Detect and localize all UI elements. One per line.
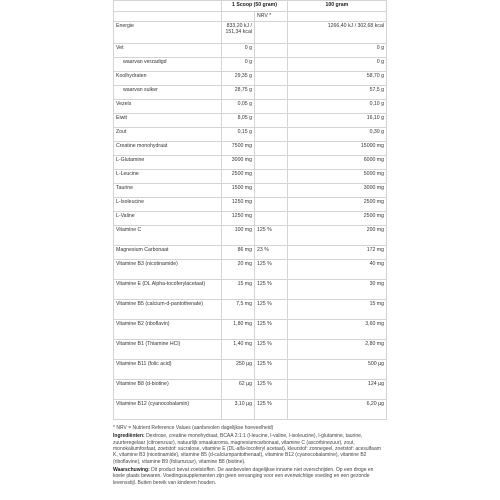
value-per-scoop: 15 mg <box>222 280 255 300</box>
nrv-percent <box>255 86 288 100</box>
value-per-100g: 6000 mg <box>287 156 386 170</box>
value-per-scoop: 7500 mg <box>222 142 255 156</box>
value-per-100g: 5000 mg <box>287 170 386 184</box>
nutrient-name: Taurine <box>114 184 222 198</box>
nrv-percent: 125 % <box>255 360 288 380</box>
table-row <box>114 128 387 142</box>
nrv-percent <box>255 170 288 184</box>
warning-text: Dit product bevat zoetstoffen. De aanbevolen dagelijkse inname niet overschrijden. Op een droge en koele plaats bewaren. Voedingssupplementen zijn geen vervanging voor een evenwichtige voeding en een gezonde levensstijl. Buiten bereik van kinderen houden. <box>113 467 374 486</box>
nrv-percent <box>255 198 288 212</box>
value-per-scoop: 0 g <box>222 58 255 72</box>
table-row <box>114 100 387 114</box>
value-per-100g: 0 g <box>287 58 386 72</box>
table-row <box>114 184 387 198</box>
table-row <box>114 226 387 246</box>
value-per-100g: 0,10 g <box>287 100 386 114</box>
nrv-header-row <box>114 12 387 22</box>
nrv-percent <box>255 114 288 128</box>
nrv-percent: 125 % <box>255 260 288 280</box>
nrv-empty-cell <box>114 12 222 22</box>
value-per-scoop: 3000 mg <box>222 156 255 170</box>
table-row <box>114 400 387 420</box>
value-per-scoop: 20 mg <box>222 260 255 280</box>
value-per-scoop: 2500 mg <box>222 170 255 184</box>
value-per-scoop: 8,05 g <box>222 114 255 128</box>
table-row <box>114 280 387 300</box>
table-row <box>114 72 387 86</box>
value-per-scoop: 28,75 g <box>222 86 255 100</box>
nrv-empty-cell <box>287 12 386 22</box>
nrv-percent <box>255 22 288 44</box>
nutrient-name: Vitamine B12 (cyanocobalamin) <box>114 400 222 420</box>
warning-label: Waarschuwing: <box>113 467 150 474</box>
nrv-percent <box>255 142 288 156</box>
table-row <box>114 246 387 260</box>
nutrient-name: Vitamine B11 (folic acid) <box>114 360 222 380</box>
value-per-100g: 57,5 g <box>287 86 386 100</box>
nutrient-name: Vitamine B2 (riboflavin) <box>114 320 222 340</box>
label-notes <box>113 425 385 486</box>
nutrient-name: L-Leucine <box>114 170 222 184</box>
nutrient-name: L-Isoleucine <box>114 198 222 212</box>
table-row <box>114 22 387 44</box>
ingredients-text: Dextrose, creatine monohydraat, BCAA 2:1:1 (l-leucine, l-valine, l-isoleucine), l-glutamine, taurine, zuurteregelaar (citroenzuur), natuurlijk smaakaroma, magnesiumcarbonaat, vitamine C (ascorbinezuur), zout, monokaliumfosfaat, zoetstof: sucralose, vitamine E (DL-alfa-tocoferyl acetaat), kleurstof: zonnegeel, zoetstof: acesulfaam K, vitamine B3 (nicotinamide), vitamine B5 (d-calciumpantothenaat), vitamine B12 (cyanocobalamine), vitamine B2 (riboflavine), vitamine B9 (foliumzuur), vitamine B8 (biotine). <box>113 433 381 465</box>
nrv-label: NRV * <box>255 12 288 22</box>
value-per-scoop: 0,15 g <box>222 128 255 142</box>
table-row <box>114 156 387 170</box>
nrv-footnote: * NRV = Nutrient Reference Values (aanbevolen dagelijkse hoeveelheid) <box>113 425 274 431</box>
nutrient-name: Koolhydraten <box>114 72 222 86</box>
value-per-scoop: 100 mg <box>222 226 255 246</box>
table-row <box>114 198 387 212</box>
nrv-percent <box>255 128 288 142</box>
nrv-percent: 23 % <box>255 246 288 260</box>
value-per-100g: 500 µg <box>287 360 386 380</box>
value-per-100g: 58,70 g <box>287 72 386 86</box>
nrv-percent: 125 % <box>255 380 288 400</box>
value-per-100g: 30 mg <box>287 280 386 300</box>
value-per-100g: 200 mg <box>287 226 386 246</box>
nutrition-table <box>113 0 387 420</box>
header-per-scoop: 1 Scoop (50 gram) <box>222 1 287 12</box>
table-row <box>114 142 387 156</box>
table-row <box>114 340 387 360</box>
nrv-percent: 125 % <box>255 340 288 360</box>
nutrient-name: Vitamine B8 (d-biotine) <box>114 380 222 400</box>
nutrient-name: waarvan suiker <box>114 86 222 100</box>
nutrient-name: L-Glutamine <box>114 156 222 170</box>
value-per-100g: 172 mg <box>287 246 386 260</box>
nutrition-document <box>113 0 387 488</box>
nutrient-name: L-Valine <box>114 212 222 226</box>
value-per-scoop: 250 µg <box>222 360 255 380</box>
value-per-100g: 2,80 mg <box>287 340 386 360</box>
value-per-scoop: 833,20 kJ / 151,34 kcal <box>222 22 255 44</box>
table-row <box>114 58 387 72</box>
nutrient-name: Vet <box>114 44 222 58</box>
value-per-scoop: 29,35 g <box>222 72 255 86</box>
value-per-100g: 3000 mg <box>287 184 386 198</box>
value-per-100g: 124 µg <box>287 380 386 400</box>
value-per-scoop: 7,5 mg <box>222 300 255 320</box>
value-per-100g: 0,30 g <box>287 128 386 142</box>
nutrient-name: Magnesium Carbonaat <box>114 246 222 260</box>
value-per-100g: 15000 mg <box>287 142 386 156</box>
value-per-scoop: 62 µg <box>222 380 255 400</box>
nutrient-name: Eiwit <box>114 114 222 128</box>
value-per-scoop: 3,10 µg <box>222 400 255 420</box>
nrv-percent: 125 % <box>255 226 288 246</box>
nutrient-name: waarvan verzadigd <box>114 58 222 72</box>
table-row <box>114 44 387 58</box>
nrv-percent <box>255 100 288 114</box>
value-per-scoop: 0,05 g <box>222 100 255 114</box>
nrv-percent <box>255 44 288 58</box>
table-row <box>114 380 387 400</box>
value-per-100g: 40 mg <box>287 260 386 280</box>
table-row <box>114 360 387 380</box>
value-per-scoop: 0 g <box>222 44 255 58</box>
value-per-scoop: 1250 mg <box>222 212 255 226</box>
value-per-100g: 15 mg <box>287 300 386 320</box>
table-row <box>114 212 387 226</box>
value-per-100g: 0 g <box>287 44 386 58</box>
nutrient-name: Vezels <box>114 100 222 114</box>
nutrient-name: Vitamine B5 (calcium-d-pantothenate) <box>114 300 222 320</box>
value-per-scoop: 1250 mg <box>222 198 255 212</box>
value-per-100g: 3,60 mg <box>287 320 386 340</box>
nrv-percent <box>255 212 288 226</box>
nutrient-name: Vitamine B1 (Thiamine HCl) <box>114 340 222 360</box>
nutrient-name: Vitamine C <box>114 226 222 246</box>
value-per-100g: 2500 mg <box>287 212 386 226</box>
table-row <box>114 260 387 280</box>
warning-paragraph <box>113 467 385 486</box>
ingredients-label: Ingrediënten: <box>113 433 145 440</box>
nrv-percent <box>255 156 288 170</box>
header-per-100g: 100 gram <box>287 1 386 12</box>
nutrient-name: Vitamine B3 (nicotinamide) <box>114 260 222 280</box>
nrv-percent: 125 % <box>255 320 288 340</box>
nrv-percent <box>255 58 288 72</box>
value-per-100g: 1266,40 kJ / 302,68 kcal <box>287 22 386 44</box>
value-per-scoop: 1500 mg <box>222 184 255 198</box>
header-empty-cell <box>114 1 222 12</box>
ingredients-paragraph <box>113 433 385 465</box>
nrv-percent <box>255 72 288 86</box>
nrv-percent <box>255 184 288 198</box>
table-row <box>114 320 387 340</box>
nrv-empty-cell <box>222 12 255 22</box>
value-per-100g: 6,20 µg <box>287 400 386 420</box>
value-per-scoop: 1,80 mg <box>222 320 255 340</box>
table-row <box>114 114 387 128</box>
nutrient-name: Energie <box>114 22 222 44</box>
table-header-row <box>114 1 387 12</box>
nutrient-name: Creatine monohydraat <box>114 142 222 156</box>
value-per-scoop: 1,40 mg <box>222 340 255 360</box>
nutrient-name: Zout <box>114 128 222 142</box>
table-row <box>114 170 387 184</box>
nrv-percent: 125 % <box>255 280 288 300</box>
value-per-100g: 16,10 g <box>287 114 386 128</box>
nrv-percent: 125 % <box>255 300 288 320</box>
table-row <box>114 86 387 100</box>
table-row <box>114 300 387 320</box>
value-per-100g: 2500 mg <box>287 198 386 212</box>
value-per-scoop: 86 mg <box>222 246 255 260</box>
nrv-percent: 125 % <box>255 400 288 420</box>
nutrient-name: Vitamine E (DL Alpha-tocoferylacetaat) <box>114 280 222 300</box>
